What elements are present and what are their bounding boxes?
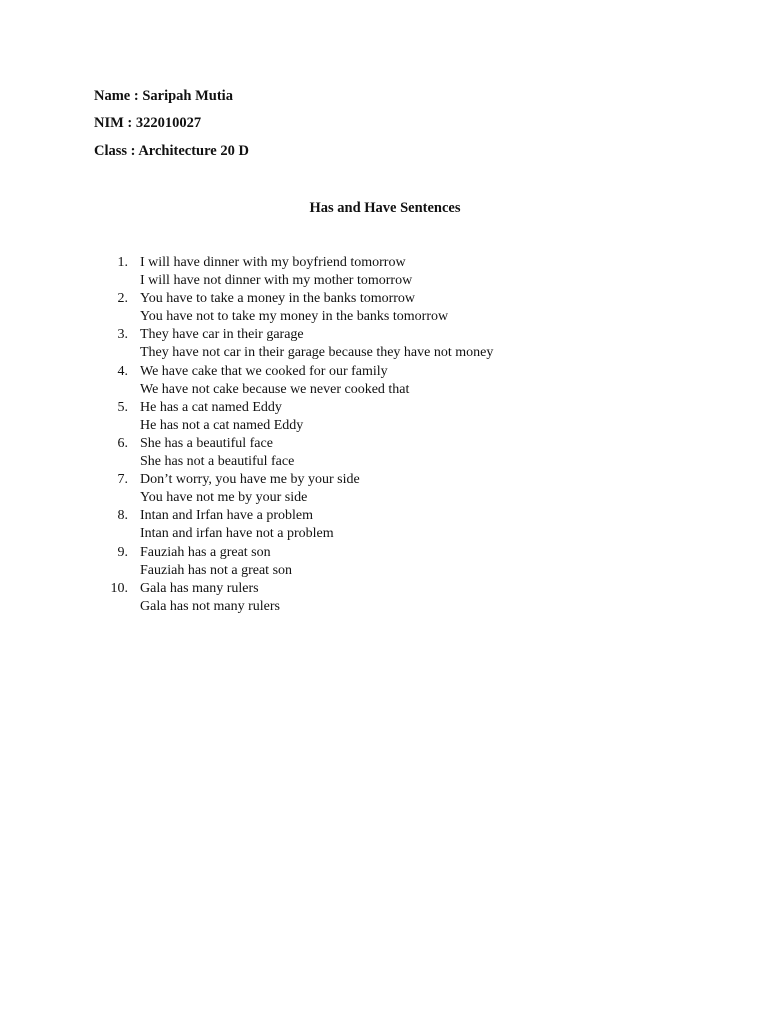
negative-sentence: Intan and irfan have not a problem xyxy=(140,526,334,542)
document-title xyxy=(0,199,768,217)
positive-sentence: He has a cat named Eddy xyxy=(140,399,282,415)
list-item-number: 3. xyxy=(117,327,128,343)
negative-sentence: You have not to take my money in the banks tomorrow xyxy=(140,309,449,325)
negative-sentence: You have not me by your side xyxy=(140,490,308,506)
list-item-number: 2. xyxy=(117,291,128,307)
list-item xyxy=(0,507,768,543)
list-item xyxy=(0,580,768,616)
positive-sentence: Fauziah has a great son xyxy=(140,544,271,560)
positive-sentence: You have to take a money in the banks tomorrow xyxy=(140,291,416,307)
list-item xyxy=(0,435,768,471)
list-item-number: 8. xyxy=(117,508,128,524)
student-class: Class : Architecture 20 D xyxy=(94,143,249,159)
list-item xyxy=(0,363,768,399)
sentence-list xyxy=(0,254,768,616)
list-item-number: 9. xyxy=(117,544,128,560)
list-item xyxy=(0,544,768,580)
list-item-number: 4. xyxy=(117,363,128,379)
positive-sentence: We have cake that we cooked for our family xyxy=(140,363,388,379)
list-item xyxy=(0,290,768,326)
negative-sentence: They have not car in their garage because they have not money xyxy=(140,345,494,361)
list-item xyxy=(0,399,768,435)
negative-sentence: I will have not dinner with my mother tomorrow xyxy=(140,273,413,289)
list-item-number: 7. xyxy=(117,472,128,488)
list-item xyxy=(0,254,768,290)
positive-sentence: Gala has many rulers xyxy=(140,580,259,596)
negative-sentence: Fauziah has not a great son xyxy=(140,562,293,578)
list-item-number: 6. xyxy=(117,435,128,451)
positive-sentence: Don’t worry, you have me by your side xyxy=(140,472,360,488)
list-item xyxy=(0,471,768,507)
list-item-number: 1. xyxy=(117,255,128,270)
positive-sentence: She has a beautiful face xyxy=(140,435,273,451)
negative-sentence: Gala has not many rulers xyxy=(140,598,280,614)
document-title-text: Has and Have Sentences xyxy=(309,200,461,216)
positive-sentence: I will have dinner with my boyfriend tomorrow xyxy=(140,255,406,270)
list-item-number: 10. xyxy=(110,580,128,596)
student-nim: NIM : 322010027 xyxy=(94,115,202,131)
negative-sentence: She has not a beautiful face xyxy=(140,454,295,470)
student-name: Name : Saripah Mutia xyxy=(94,88,233,104)
list-item xyxy=(0,326,768,362)
positive-sentence: Intan and Irfan have a problem xyxy=(140,508,313,524)
positive-sentence: They have car in their garage xyxy=(140,327,304,343)
negative-sentence: He has not a cat named Eddy xyxy=(140,417,304,433)
negative-sentence: We have not cake because we never cooked that xyxy=(140,381,410,397)
list-item-number: 5. xyxy=(117,399,128,415)
